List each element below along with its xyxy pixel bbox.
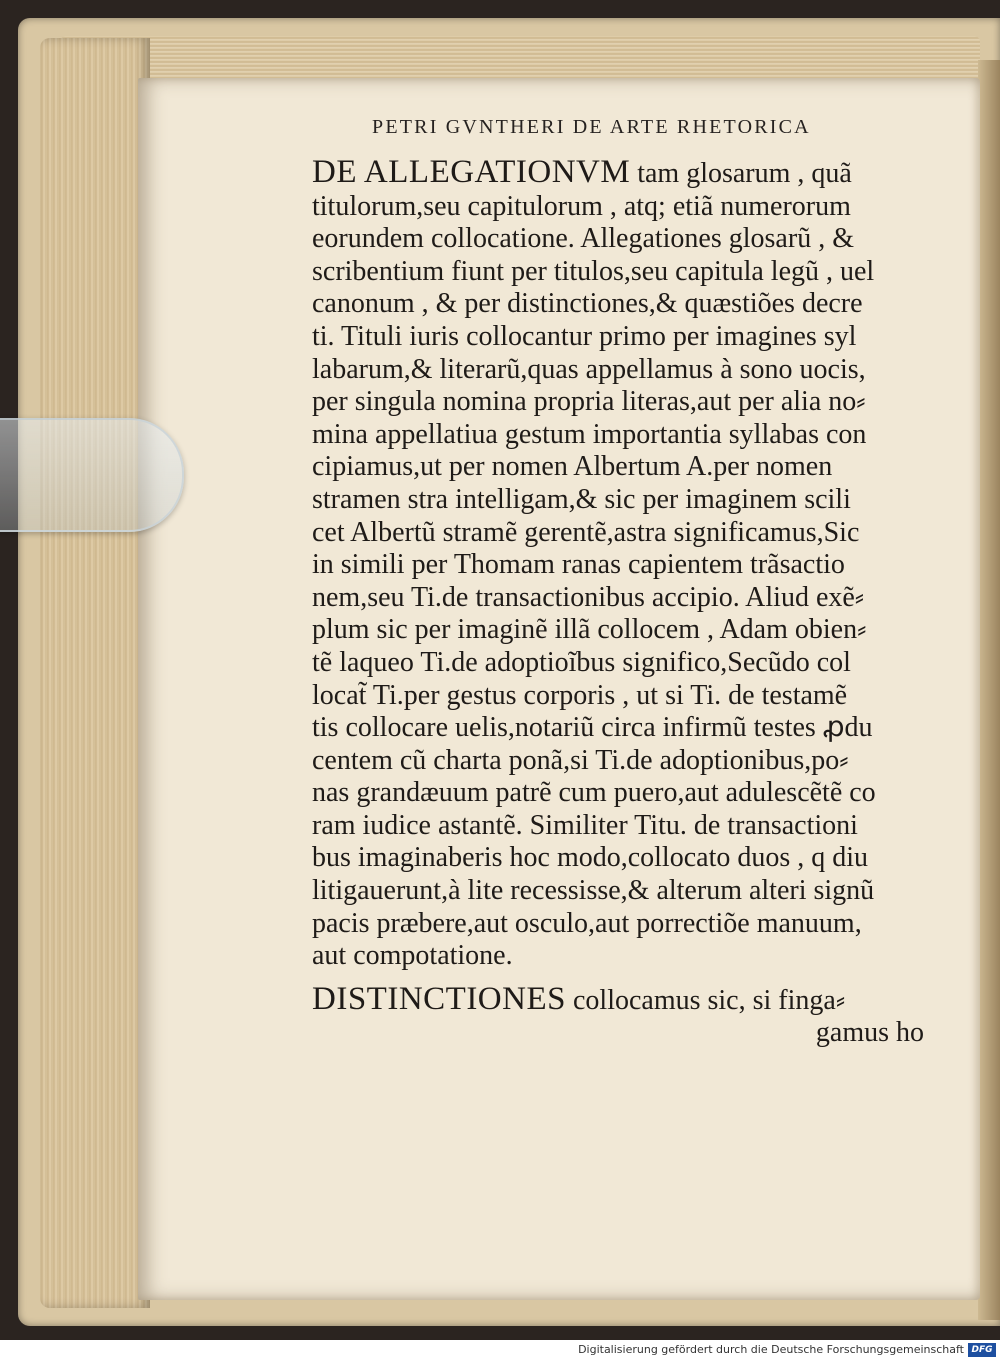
text-line: [312, 810, 924, 843]
text-line: [312, 980, 924, 1018]
line-text: per singula nomina propria literas,aut per alia no⸗: [312, 386, 866, 418]
text-line: [312, 875, 924, 908]
text-line: [312, 517, 924, 550]
text-line: [312, 484, 924, 517]
line-text: cipiamus,ut per nomen Albertum A.per nomen: [312, 451, 833, 483]
text-line: [312, 156, 924, 191]
body-text: [312, 156, 924, 1050]
line-text: nas grandæuum patrẽ cum puero,aut adulescẽtẽ co: [312, 777, 876, 809]
text-line: [312, 614, 924, 647]
text-line: [312, 647, 924, 680]
line-text: tis collocare uelis,notariũ circa infirmũ testes ꝓdu: [312, 712, 873, 744]
text-line: [312, 354, 924, 387]
line-text: in simili per Thomam ranas capientem trãsactio: [312, 549, 845, 581]
line-text: stramen stra intelligam,& sic per imaginem scili: [312, 483, 851, 515]
line-text: bus imaginaberis hoc modo,collocato duos , q diu: [312, 842, 869, 874]
text-line: [312, 745, 924, 778]
running-head: PETRI GVNTHERI DE ARTE RHETORICA: [372, 116, 811, 138]
line-text: cet Albertũ stramẽ gerentẽ,astra significamus,Sic: [312, 516, 860, 548]
section-heading-caps: DE ALLEGATIONVM: [312, 154, 631, 190]
section-heading-caps: DISTINCTIONES: [312, 980, 566, 1017]
catchword: gamus ho: [815, 1017, 924, 1049]
line-text: mina appellatiua gestum importantia syllabas con: [312, 418, 867, 450]
text-line: [312, 680, 924, 713]
line-text: locat̃ Ti.per gestus corporis , ut si Ti. de testamẽ: [312, 679, 848, 711]
line-text: ti. Tituli iuris collocantur primo per imagines syl: [312, 320, 857, 352]
text-line: [312, 419, 924, 452]
line-text: ram iudice astantẽ. Similiter Titu. de transactioni: [312, 809, 858, 841]
text-line: [312, 582, 924, 615]
line-text: scribentium fiunt per titulos,seu capitula legũ , uel: [312, 255, 875, 287]
line-text: centem cũ charta ponã,si Ti.de adoptionibus,po⸗: [312, 744, 849, 776]
line-text: plum sic per imaginẽ illã collocem , Adam obien⸗: [312, 614, 867, 646]
line-text: eorundem collocatione. Allegationes glosarũ , &: [312, 223, 854, 255]
line-text: litigauerunt,à lite recessisse,& alterum alteri signũ: [312, 875, 875, 907]
dfg-logo: DFG: [968, 1343, 996, 1357]
text-line: [312, 940, 924, 973]
text-line: [312, 288, 924, 321]
line-text: canonum , & per distinctiones,& quæstiões decre: [312, 288, 863, 320]
page-holder-clip: [0, 418, 184, 532]
text-line: [312, 908, 924, 941]
line-text: labarum,& literarũ,quas appellamus à sono uocis,: [312, 353, 866, 385]
text-line: [312, 842, 924, 875]
text-line: [312, 386, 924, 419]
line-text: tẽ laqueo Ti.de adoptioĩbus significo,Secũdo col: [312, 646, 851, 678]
text-line: [312, 321, 924, 354]
text-line: [312, 223, 924, 256]
line-text: aut compotatione.: [312, 940, 513, 972]
text-line: [312, 256, 924, 289]
line-text: pacis præbere,aut osculo,aut porrectiõe manuum,: [312, 907, 862, 939]
book-spine-edge: [978, 60, 1000, 1320]
text-line: [312, 451, 924, 484]
text-line: [312, 712, 924, 745]
text-line: [312, 191, 924, 224]
text-line: [312, 777, 924, 810]
line-text: titulorum,seu capitulorum , atq; etiã numerorum: [312, 190, 851, 222]
book-fore-edge: [40, 38, 150, 1308]
digitization-credit: Digitalisierung gefördert durch die Deutsche Forschungsgemeinschaft: [578, 1343, 964, 1356]
text-line: [312, 549, 924, 582]
line-text: tam glosarum , quã: [630, 158, 852, 189]
line-text: nem,seu Ti.de transactionibus accipio. Aliud exẽ⸗: [312, 581, 865, 613]
line-text: collocamus sic, si finga⸗: [565, 984, 846, 1016]
